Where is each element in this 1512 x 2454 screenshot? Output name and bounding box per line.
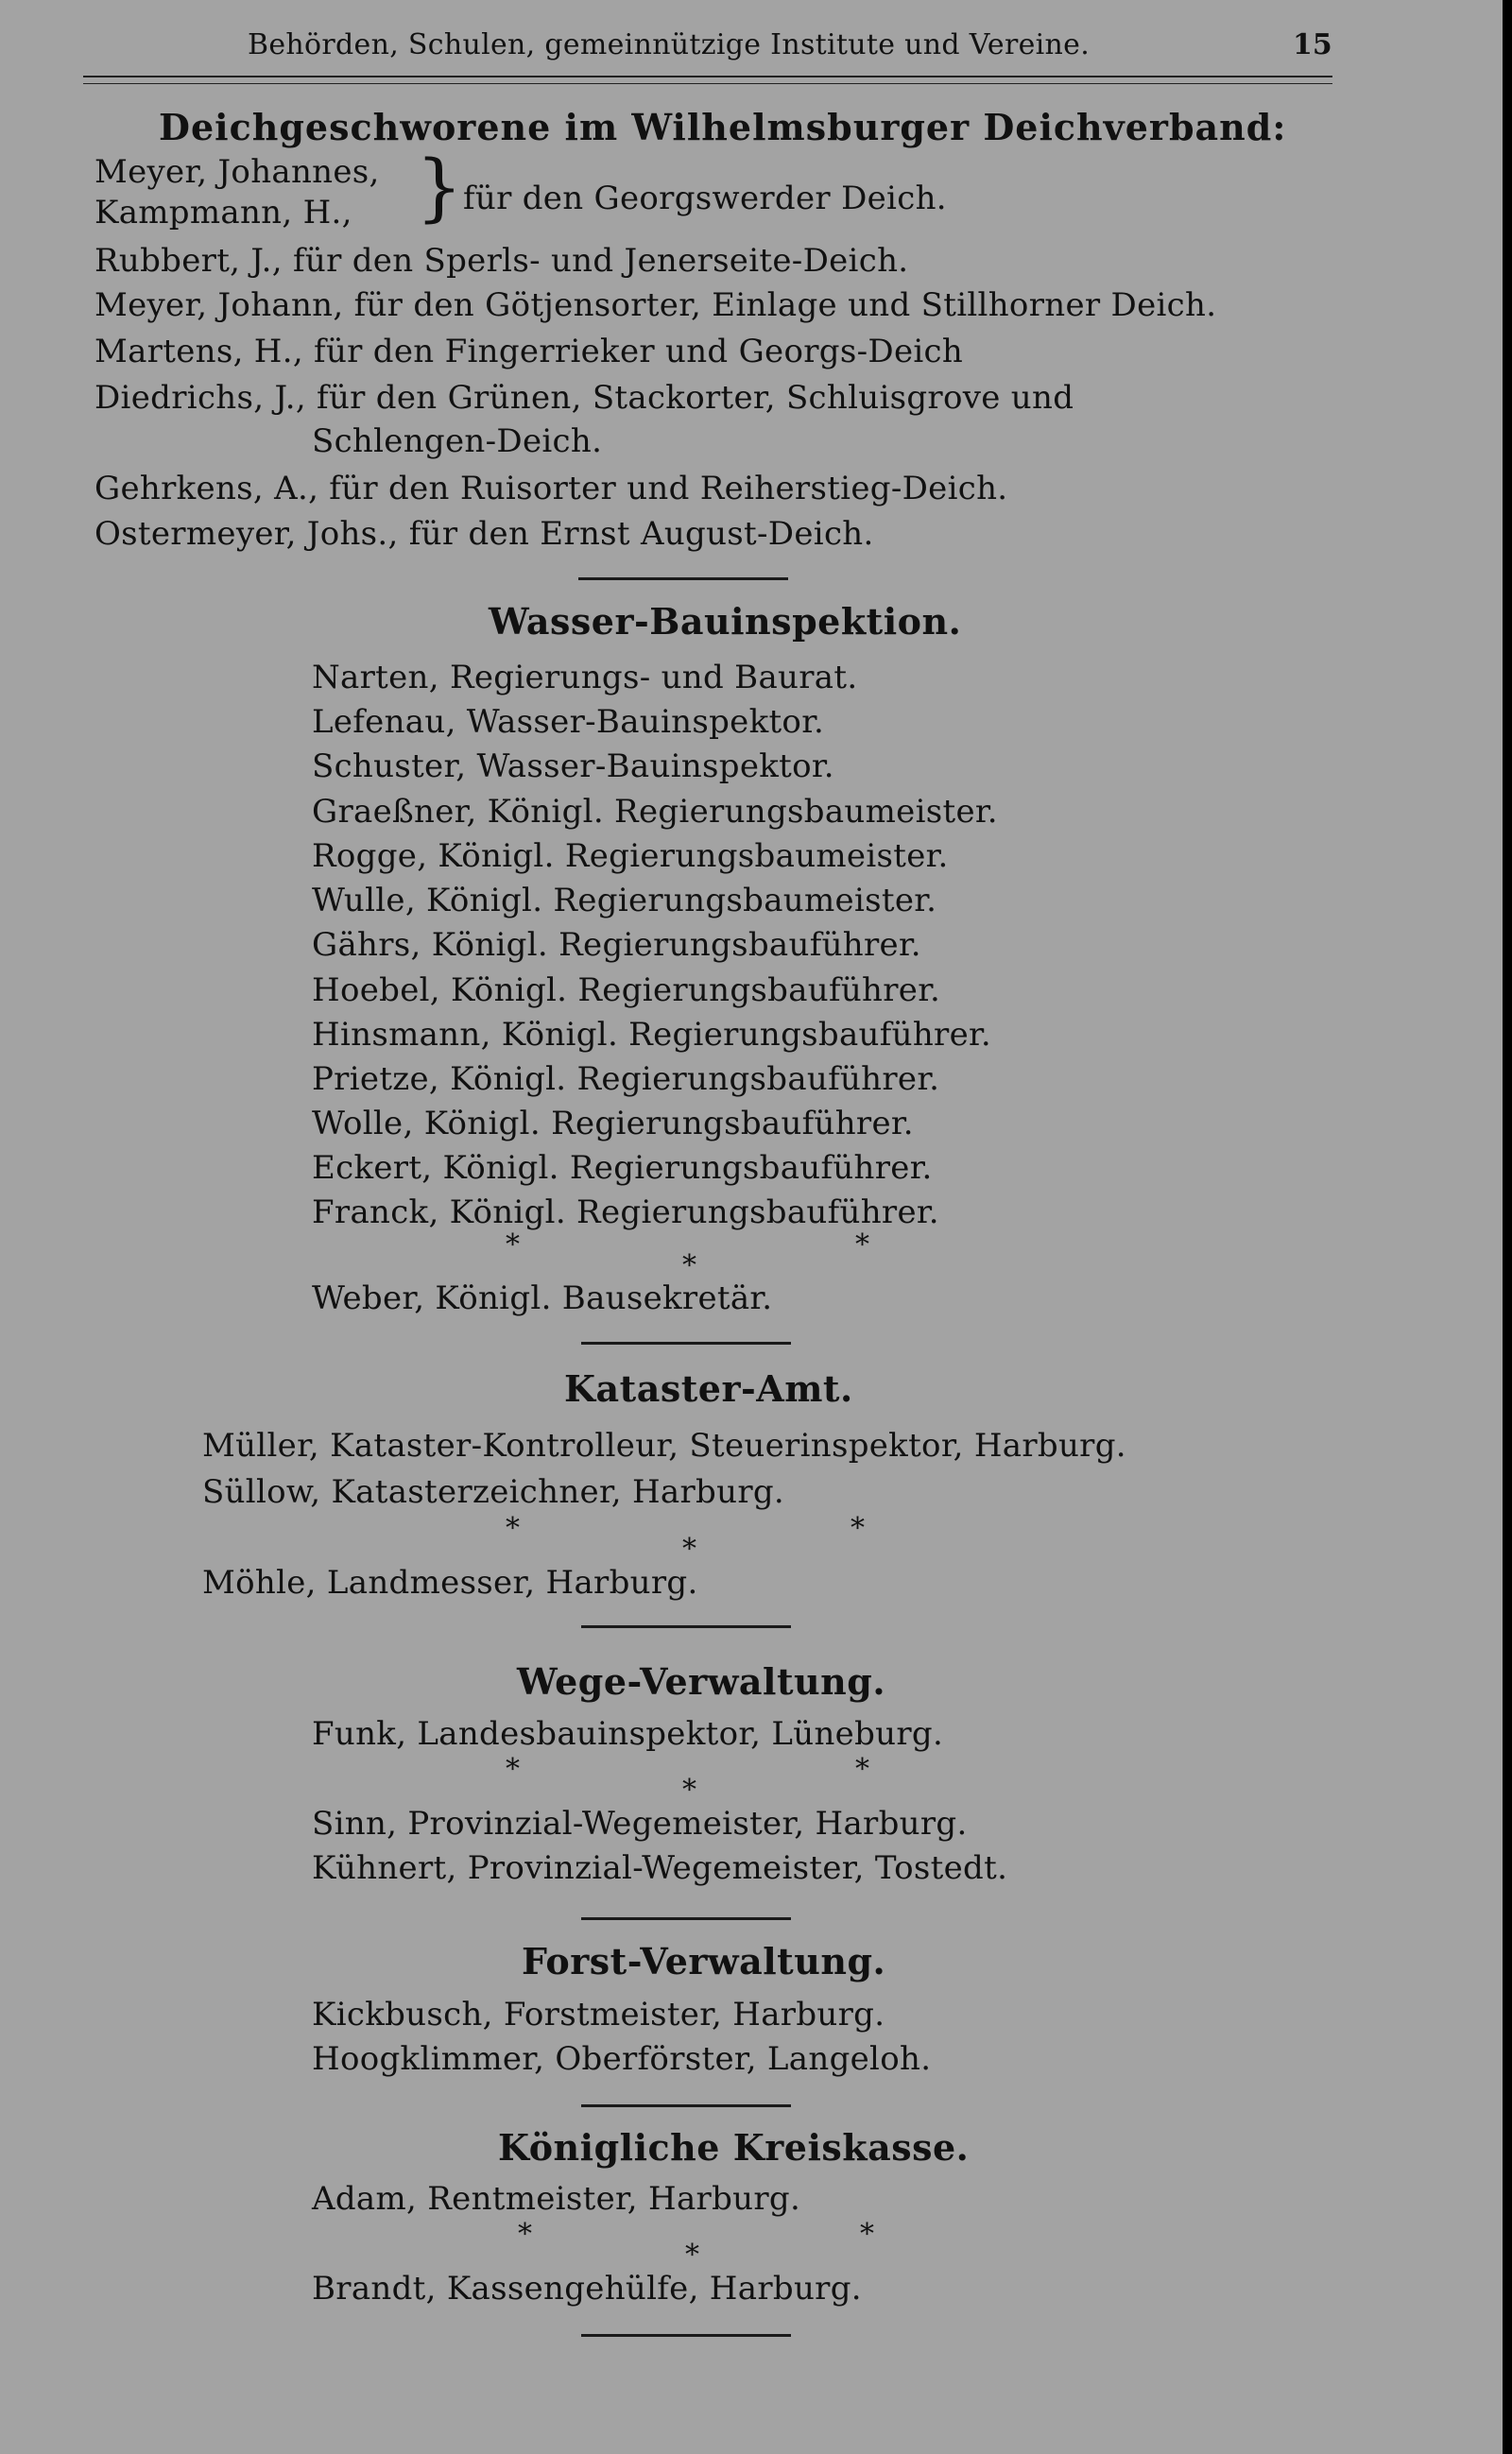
- wasser-line: Gährs, Königl. Regierungsbauführer.: [312, 926, 921, 964]
- kataster-after: Möhle, Landmesser, Harburg.: [202, 1564, 698, 1602]
- asterisk: *: [682, 1533, 696, 1566]
- asterisk: *: [506, 1512, 520, 1545]
- wasser-line: Narten, Regierungs- und Baurat.: [312, 659, 858, 696]
- wasser-line: Wolle, Königl. Regierungsbauführer.: [312, 1105, 914, 1142]
- deich-brace-text: für den Georgswerder Deich.: [463, 180, 947, 217]
- kasse-line: Adam, Rentmeister, Harburg.: [312, 2180, 801, 2218]
- wege-after: Kühnert, Provinzial-Wegemeister, Tostedt.: [312, 1849, 1008, 1887]
- asterisk: *: [682, 1774, 696, 1807]
- wege-title: Wege-Verwaltung.: [517, 1660, 886, 1703]
- wasser-line: Schuster, Wasser-Bauinspektor.: [312, 747, 834, 785]
- wasser-line: Prietze, Königl. Regierungsbauführer.: [312, 1060, 940, 1098]
- deich-line: Rubbert, J., für den Sperls- und Jenerseite-Deich.: [94, 242, 909, 280]
- kasse-title: Königliche Kreiskasse.: [498, 2126, 970, 2169]
- deich-line: Ostermeyer, Johs., für den Ernst August-Deich.: [94, 515, 874, 553]
- deich-line: Martens, H., für den Fingerrieker und Georgs-Deich: [94, 333, 964, 370]
- asterisk: *: [506, 1753, 520, 1786]
- section-separator: [581, 1917, 791, 1920]
- deich-brace-entry: Meyer, Johannes,: [94, 153, 380, 191]
- asterisk: *: [850, 1512, 865, 1545]
- wasser-after: Weber, Königl. Bausekretär.: [312, 1279, 773, 1317]
- page-number: 15: [1293, 28, 1332, 61]
- section-separator: [581, 1625, 791, 1628]
- deich-line: Meyer, Johann, für den Götjensorter, Einlage und Stillhorner Deich.: [94, 286, 1217, 324]
- wasser-line: Hinsmann, Königl. Regierungsbauführer.: [312, 1016, 991, 1054]
- kataster-title: Kataster-Amt.: [564, 1367, 853, 1410]
- wasser-line: Hoebel, Königl. Regierungsbauführer.: [312, 971, 941, 1009]
- page-edge-shadow: [1503, 0, 1512, 2454]
- asterisk: *: [685, 2239, 699, 2272]
- wasser-line: Graeßner, Königl. Regierungsbaumeister.: [312, 793, 998, 831]
- forst-line: Hoogklimmer, Oberförster, Langeloh.: [312, 2040, 932, 2078]
- wege-line: Funk, Landesbauinspektor, Lüneburg.: [312, 1715, 944, 1753]
- header-rule: [83, 76, 1332, 77]
- section-separator: [581, 2104, 791, 2107]
- asterisk: *: [518, 2218, 532, 2251]
- section-separator: [578, 577, 788, 580]
- asterisk: *: [855, 1753, 869, 1786]
- forst-line: Kickbusch, Forstmeister, Harburg.: [312, 1996, 885, 2034]
- wasser-line: Wulle, Königl. Regierungsbaumeister.: [312, 882, 937, 919]
- deich-line: Diedrichs, J., für den Grünen, Stackorter, Schluisgrove und: [94, 379, 1074, 417]
- wasser-title: Wasser-Bauinspektion.: [489, 600, 962, 643]
- wasser-line: Eckert, Königl. Regierungsbauführer.: [312, 1149, 933, 1187]
- asterisk: *: [506, 1228, 520, 1261]
- deich-brace-entry: Kampmann, H.,: [94, 194, 352, 232]
- deich-line: Gehrkens, A., für den Ruisorter und Reiherstieg-Deich.: [94, 470, 1008, 507]
- wasser-line: Franck, Königl. Regierungsbauführer.: [312, 1193, 939, 1231]
- asterisk: *: [860, 2218, 874, 2251]
- wasser-line: Lefenau, Wasser-Bauinspektor.: [312, 703, 825, 741]
- forst-title: Forst-Verwaltung.: [522, 1940, 886, 1982]
- wege-after: Sinn, Provinzial-Wegemeister, Harburg.: [312, 1805, 968, 1843]
- section-separator: [581, 1342, 791, 1345]
- header-rule-thin: [83, 83, 1332, 84]
- kasse-after: Brandt, Kassengehülfe, Harburg.: [312, 2270, 862, 2308]
- deich-line: Schlengen-Deich.: [312, 422, 603, 460]
- asterisk: *: [855, 1228, 869, 1261]
- running-header: Behörden, Schulen, gemeinnützige Institute und Vereine.: [248, 28, 1091, 61]
- kataster-line: Müller, Kataster-Kontrolleur, Steuerinspektor, Harburg.: [202, 1427, 1126, 1465]
- asterisk: *: [682, 1249, 696, 1282]
- brace-symbol: }: [416, 146, 463, 231]
- deich-title: Deichgeschworene im Wilhelmsburger Deichverband:: [159, 106, 1287, 148]
- wasser-line: Rogge, Königl. Regierungsbaumeister.: [312, 837, 949, 875]
- section-separator: [581, 2334, 791, 2337]
- kataster-line: Süllow, Katasterzeichner, Harburg.: [202, 1473, 785, 1511]
